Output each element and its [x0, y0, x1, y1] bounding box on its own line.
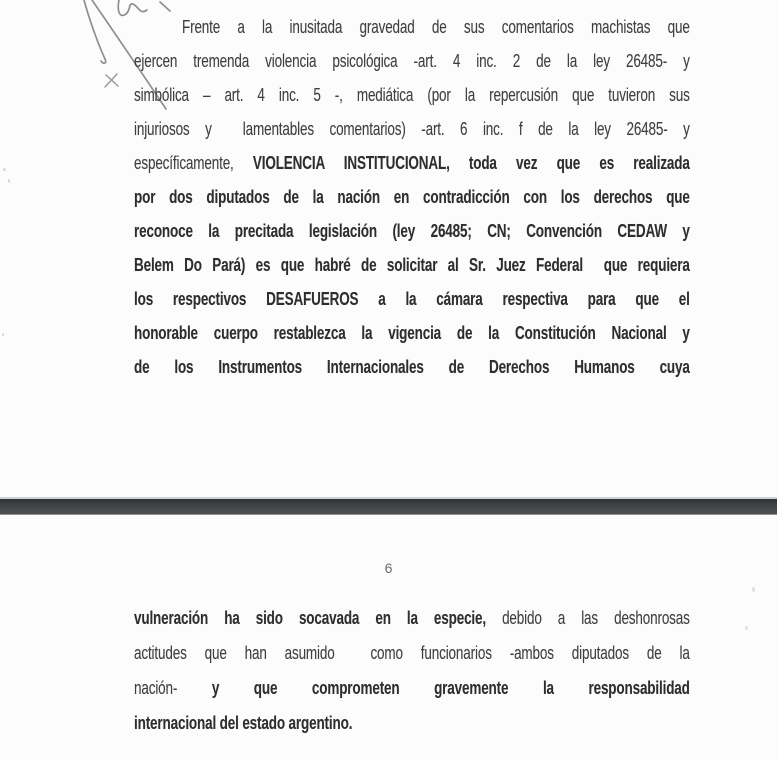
line-text-bold: los respectivos DESAFUEROS a la cámara respectiva para que el [134, 289, 690, 309]
scan-speck [3, 168, 6, 171]
line-text-bold: reconoce la precitada legislación (ley 26485; CN; Convención CEDAW y [134, 221, 690, 241]
scan-speck [752, 587, 755, 592]
line-text-bold: honorable cuerpo restablezca la vigencia de la Constitución Nacional y [134, 323, 690, 343]
text-line [134, 214, 690, 248]
text-line [134, 316, 690, 350]
line-text-bold: y que comprometen gravemente la responsabilidad [211, 678, 690, 698]
text-line [134, 636, 690, 671]
scan-speck [745, 626, 748, 630]
text-line [134, 10, 690, 44]
scan-speck [8, 179, 10, 183]
line-text: Frente a la inusitada gravedad de sus comentarios machistas que [182, 17, 690, 37]
text-line [134, 706, 690, 741]
page2-text-block [134, 601, 690, 741]
text-line [134, 282, 690, 316]
line-text-bold: de los Instrumentos Internacionales de Derechos Humanos cuya [134, 357, 690, 377]
page1-text-block [134, 10, 690, 384]
line-text-bold: vulneración ha sido socavada en la especie, [134, 608, 486, 628]
pen-curved-stroke [84, 0, 106, 63]
line-text: injuriosos y lamentables comentarios) -art. 6 inc. f de la ley 26485- y [134, 119, 690, 139]
text-line [134, 44, 690, 78]
line-text-bold: Belem Do Pará) es que habré de solicitar al Sr. Juez Federal que requiera [134, 255, 690, 275]
line-text: debido a las deshonrosas [485, 608, 690, 628]
line-text: específicamente, [134, 153, 253, 173]
page-number: 6 [384, 560, 393, 576]
text-line [134, 248, 690, 282]
line-text-bold: internacional del estado argentino. [134, 713, 353, 733]
line-text: ejercen tremenda violencia psicológica -art. 4 inc. 2 de la ley 26485- y [134, 51, 690, 71]
text-line [134, 112, 690, 146]
line-text-bold: VIOLENCIA INSTITUCIONAL, toda vez que es realizada [252, 153, 690, 173]
text-line [134, 350, 690, 384]
text-line [134, 146, 690, 180]
line-text: actitudes que han asumido como funcionarios -ambos diputados de la [134, 643, 690, 663]
page-separator [0, 497, 777, 515]
x-mark [105, 74, 118, 87]
line-text: simbólica – art. 4 inc. 5 -, mediática (por la repercusión que tuvieron sus [134, 85, 690, 105]
text-line [134, 671, 690, 706]
scan-speck [2, 333, 4, 336]
line-text-bold: por dos diputados de la nación en contradicción con los derechos que [134, 187, 690, 207]
page-separator-band [0, 499, 777, 515]
text-line [134, 601, 690, 636]
text-line [134, 78, 690, 112]
text-line [134, 180, 690, 214]
line-text: nación- [134, 678, 212, 698]
